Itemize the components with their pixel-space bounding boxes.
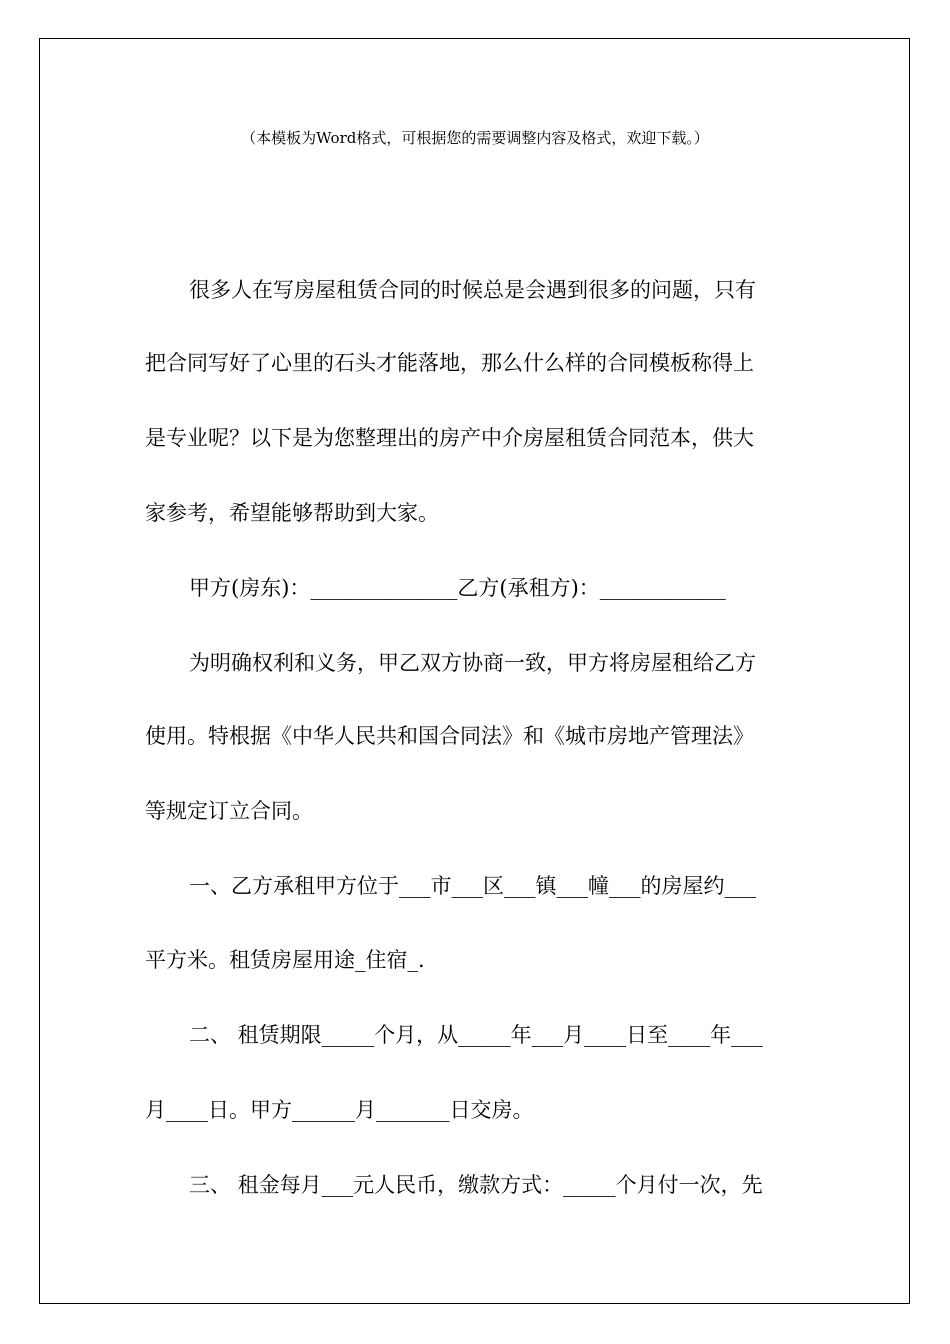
purpose-paragraph-line-1: 为明确权利和义务，甲乙双方协商一致，甲方将房屋租给乙方: [189, 651, 756, 675]
clause-3-line-1: 三、 租金每月___元人民币，缴款方式：_____个月付一次，先: [189, 1173, 763, 1197]
purpose-paragraph-line-2: 使用。特根据《中华人民共和国合同法》和《城市房地产管理法》: [145, 724, 754, 748]
clause-2-line-2: 月____日。甲方______月_______日交房。: [145, 1098, 534, 1122]
parties-line: 甲方(房东)：______________乙方(承租方)：____________: [189, 576, 726, 600]
clause-2-line-1: 二、 租赁期限_____个月，从_____年___月____日至____年___: [189, 1023, 763, 1047]
clause-1-line-2: 平方米。租赁房屋用途_住宿_.: [145, 948, 425, 972]
purpose-paragraph-line-3: 等规定订立合同。: [145, 799, 313, 823]
intro-paragraph-line-1: 很多人在写房屋租赁合同的时候总是会遇到很多的问题，只有: [189, 278, 756, 302]
intro-paragraph-line-2: 把合同写好了心里的石头才能落地，那么什么样的合同模板称得上: [145, 351, 754, 375]
intro-paragraph-line-4: 家参考，希望能够帮助到大家。: [145, 501, 439, 525]
clause-1-line-1: 一、乙方承租甲方位于___市___区___镇___幢___的房屋约___: [189, 874, 756, 898]
intro-paragraph-line-3: 是专业呢？以下是为您整理出的房产中介房屋租赁合同范本，供大: [145, 426, 754, 450]
template-note: （本模板为Word格式，可根据您的需要调整内容及格式，欢迎下载。）: [241, 129, 709, 147]
